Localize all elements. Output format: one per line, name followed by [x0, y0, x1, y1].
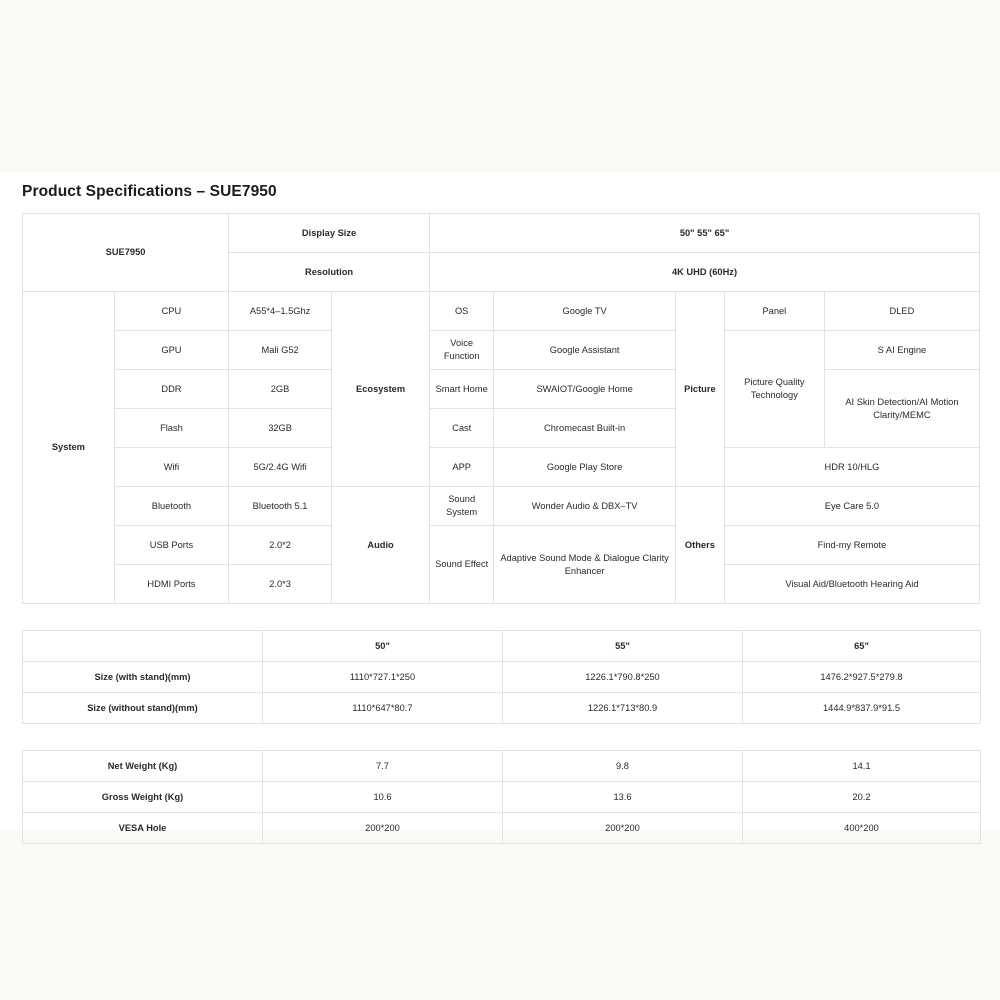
table-row — [23, 331, 980, 370]
group-picture: Picture — [675, 292, 724, 487]
ecosystem-row-label: Cast — [430, 409, 494, 448]
picture-row-label: Panel — [724, 292, 824, 331]
dimensions-column-header: 55" — [503, 631, 743, 662]
table-row — [23, 526, 980, 565]
weights-cell: 7.7 — [263, 751, 503, 782]
table-row — [23, 292, 980, 331]
ecosystem-row-label: OS — [430, 292, 494, 331]
spacer — [22, 604, 980, 630]
picture-row-value: HDR 10/HLG — [724, 448, 979, 487]
dimensions-table — [22, 630, 981, 724]
system-row-value: 2.0*2 — [229, 526, 332, 565]
group-others: Others — [675, 487, 724, 604]
table-row — [23, 214, 980, 253]
table-row — [23, 782, 981, 813]
others-row-value: Visual Aid/Bluetooth Hearing Aid — [724, 565, 979, 604]
table-row — [23, 662, 981, 693]
group-system: System — [23, 292, 115, 604]
dimensions-column-header: 50" — [263, 631, 503, 662]
weights-cell: 13.6 — [503, 782, 743, 813]
weights-table — [22, 750, 981, 844]
spacer — [22, 724, 980, 750]
table-row — [23, 693, 981, 724]
dimensions-column-header: 65" — [743, 631, 981, 662]
system-row-value: 32GB — [229, 409, 332, 448]
ecosystem-row-value: Chromecast Built-in — [494, 409, 676, 448]
system-row-value: A55*4–1.5Ghz — [229, 292, 332, 331]
ecosystem-row-value: Google TV — [494, 292, 676, 331]
ecosystem-row-value: Google Assistant — [494, 331, 676, 370]
ecosystem-row-value: SWAIOT/Google Home — [494, 370, 676, 409]
system-row-label: Wifi — [114, 448, 228, 487]
audio-row-value: Wonder Audio & DBX–TV — [494, 487, 676, 526]
audio-row-label: Sound System — [430, 487, 494, 526]
system-row-value: 2.0*3 — [229, 565, 332, 604]
dimensions-cell: 1226.1*790.8*250 — [503, 662, 743, 693]
table-row — [23, 813, 981, 844]
others-row-value: Find-my Remote — [724, 526, 979, 565]
top-background-band — [0, 0, 1000, 172]
dimensions-cell: 1444.9*837.9*91.5 — [743, 693, 981, 724]
model-name-cell: SUE7950 — [23, 214, 229, 292]
weights-cell: 200*200 — [503, 813, 743, 844]
system-row-label: USB Ports — [114, 526, 228, 565]
system-row-label: HDMI Ports — [114, 565, 228, 604]
others-row-value: Eye Care 5.0 — [724, 487, 979, 526]
table-row — [23, 448, 980, 487]
group-ecosystem: Ecosystem — [332, 292, 430, 487]
dimensions-cell: 1226.1*713*80.9 — [503, 693, 743, 724]
spec-content — [22, 183, 980, 844]
display-size-value: 50" 55" 65" — [430, 214, 980, 253]
system-row-value: 5G/2.4G Wifi — [229, 448, 332, 487]
display-size-label: Display Size — [229, 214, 430, 253]
system-row-value: Mali G52 — [229, 331, 332, 370]
system-row-value: 2GB — [229, 370, 332, 409]
table-row — [23, 751, 981, 782]
table-row — [23, 487, 980, 526]
weights-cell: 9.8 — [503, 751, 743, 782]
ecosystem-row-value: Google Play Store — [494, 448, 676, 487]
dimensions-cell: 1110*647*80.7 — [263, 693, 503, 724]
system-row-label: Flash — [114, 409, 228, 448]
dimensions-corner-cell — [23, 631, 263, 662]
weights-cell: 14.1 — [743, 751, 981, 782]
picture-row-value: AI Skin Detection/AI Motion Clarity/MEMC — [824, 370, 979, 448]
dimensions-cell: 1476.2*927.5*279.8 — [743, 662, 981, 693]
weights-row-label: Net Weight (Kg) — [23, 751, 263, 782]
picture-quality-technology-label: Picture Quality Technology — [724, 331, 824, 448]
group-audio: Audio — [332, 487, 430, 604]
system-row-value: Bluetooth 5.1 — [229, 487, 332, 526]
system-row-label: GPU — [114, 331, 228, 370]
picture-row-value: S AI Engine — [824, 331, 979, 370]
audio-row-value: Adaptive Sound Mode & Dialogue Clarity Enhancer — [494, 526, 676, 604]
resolution-value: 4K UHD (60Hz) — [430, 253, 980, 292]
audio-row-label: Sound Effect — [430, 526, 494, 604]
weights-cell: 10.6 — [263, 782, 503, 813]
weights-row-label: Gross Weight (Kg) — [23, 782, 263, 813]
weights-cell: 400*200 — [743, 813, 981, 844]
weights-cell: 20.2 — [743, 782, 981, 813]
table-row — [23, 631, 981, 662]
dimensions-row-label: Size (with stand)(mm) — [23, 662, 263, 693]
ecosystem-row-label: Smart Home — [430, 370, 494, 409]
ecosystem-row-label: Voice Function — [430, 331, 494, 370]
ecosystem-row-label: APP — [430, 448, 494, 487]
main-specifications-table — [22, 213, 980, 604]
resolution-label: Resolution — [229, 253, 430, 292]
dimensions-row-label: Size (without stand)(mm) — [23, 693, 263, 724]
bottom-background-band — [0, 830, 1000, 1000]
weights-cell: 200*200 — [263, 813, 503, 844]
dimensions-cell: 1110*727.1*250 — [263, 662, 503, 693]
picture-row-value: DLED — [824, 292, 979, 331]
weights-row-label: VESA Hole — [23, 813, 263, 844]
system-row-label: CPU — [114, 292, 228, 331]
system-row-label: Bluetooth — [114, 487, 228, 526]
page-title: Product Specifications – SUE7950 — [22, 183, 277, 200]
system-row-label: DDR — [114, 370, 228, 409]
table-row — [23, 370, 980, 409]
